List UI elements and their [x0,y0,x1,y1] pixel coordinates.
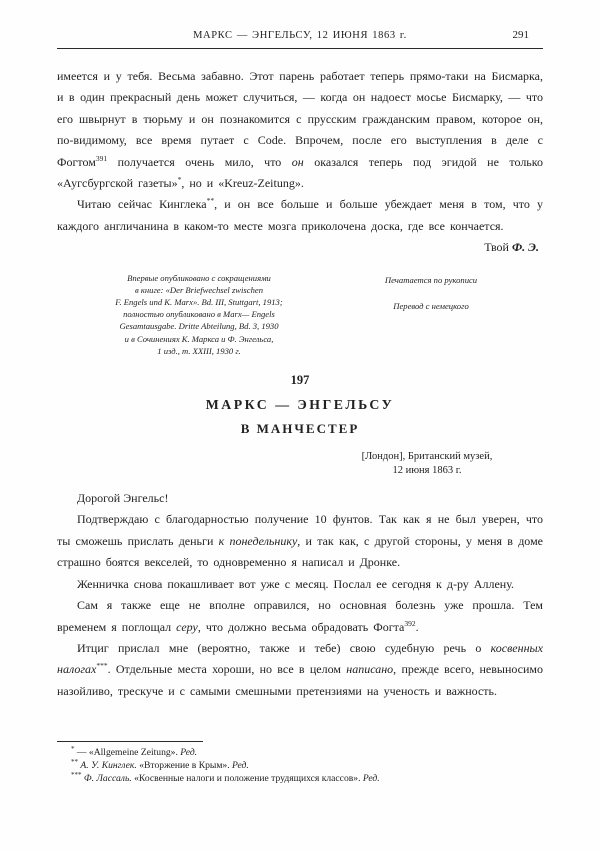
imprint-line: Gesamtausgabe. Dritte Abteilung, Bd. 3, 1930 [119,321,279,332]
letter-signature [57,237,543,258]
text-segment: , и он все больше и больше убеждает меня в том, что у каждого англичанина в каком-то месте мозга приколочена доска, где все кончается. [57,197,543,233]
letter-title: МАРКС — ЭНГЕЛЬСУ [205,397,395,413]
text-segment: Подтверждаю с благодарностью получение 10 фунтов. Так как я не был уверен, что ты сможешь прислать деньги [57,512,543,548]
footnote-marker-3: *** [96,661,108,671]
text-segment: , что должно весьма обрадовать Фогта [197,619,405,634]
page-number: 291 [512,29,529,41]
imprint-publication-info [73,272,325,357]
imprint-line: полностью опубликовано в Marx— Engels [123,309,275,320]
italic-text: косвенных налогах [57,640,543,677]
text-segment: получается очень мило, что [107,154,292,169]
endnote-marker-392: 392 [404,618,416,628]
paragraph [57,638,543,702]
running-head [57,30,543,49]
editor-note: Ред. [232,760,249,771]
italic-text: серу [176,619,198,634]
signature-prefix: Твой [484,240,512,255]
paragraph [57,595,543,638]
footnote-marker: *** [71,770,82,779]
italic-text: к понедельнику [218,533,298,548]
endnote-marker-391: 391 [95,153,108,163]
footnotes-block [57,741,543,785]
text-segment: Итциг прислал мне (вероятно, также и тебе) свою судебную речь о [77,640,491,655]
imprint-line: Впервые опубликовано с сокращениями [127,272,271,283]
footnote-marker: ** [71,757,78,766]
imprint-block [57,272,543,357]
dateline-date: 12 июня 1863 г. [392,464,462,476]
text-segment: «Косвенные налоги и положение трудящихся классов». [131,773,363,784]
dateline [347,450,507,477]
footnote-marker: * [71,744,75,753]
imprint-line: 1 изд., т. XXIII, 1930 г. [157,345,241,356]
paragraph-continuation [57,66,543,194]
footnote-author: А. У. Кинглек. [80,760,137,771]
imprint-line: в книге: «Der Briefwechsel zwischen [134,284,263,295]
salutation: Дорогой Энгельс! [77,491,169,506]
imprint-line: F. Engels und K. Marx». Bd. III, Stuttgart, 1913; [115,297,283,308]
imprint-line: Перевод с немецкого [393,300,469,311]
italic-text: написано [346,662,394,677]
paragraph: Женничка снова покашливает вот уже с месяц. Послал ее сегодня к д-ру Аллену. [77,576,514,591]
editor-note: Ред. [180,747,198,758]
text-segment: — «Allgemeine Zeitung». [74,747,181,758]
footnote-marker-2: ** [206,196,215,206]
text-segment: , прежде всего, невыносимо назойливо, трескуче и с самыми смешными претензиями на ученость и важность. [57,662,544,698]
imprint-source-info [350,272,512,357]
signature-initials: Ф. Э. [511,240,539,255]
footnote-marker-1: * [177,175,182,185]
dateline-place: [Лондон], Британский музей, [361,451,493,463]
text-segment: , но и «Kreuz-Zeitung». [181,176,304,191]
italic-text: он [291,154,304,169]
running-head-title: МАРКС — ЭНГЕЛЬСУ, 12 ИЮНЯ 1863 г. [193,30,407,41]
footnote [57,772,543,785]
text-segment: . Отдельные места хороши, но все в целом [107,662,347,677]
page-content [57,30,543,702]
letter-subtitle: В МАНЧЕСТЕР [240,421,360,437]
text-segment: , и так как, с другой стороны, у меня в доме страшно боятся векселей, то одновременно я написал и Дронке. [57,533,543,570]
text-segment: «Вторжение в Крым». [136,760,233,771]
paragraph [57,194,543,237]
text-segment: . [415,619,419,634]
text-segment: Читаю сейчас Кинглека [77,197,207,212]
editor-note: Ред. [362,773,380,784]
footnote-author: Ф. Лассаль. [83,773,132,784]
text-segment: оказался теперь под эгидой не только «Аугсбургской газеты» [57,154,543,191]
imprint-line: Печатается по рукописи [384,274,478,285]
footnote-separator [57,741,203,742]
paragraph [57,509,543,573]
text-segment: Сам я также еще не вполне оправился, но основная болезнь уже прошла. Тем временем я поглощал [57,598,543,634]
footnote [57,759,543,772]
letter-number: 197 [290,373,310,388]
text-segment: имеется и у тебя. Весьма забавно. Этот парень работает теперь прямо-таки на Бисмарка, и в один прекрасный день может случиться, — когда он надоест мосье Бисмарку, — что его швырнут в тюрьму и он познакомится с прусским гражданским правом, которое он, по-видимому, все время путает с Code. Впрочем, после его выступления в деле с Фогтом [57,69,543,169]
imprint-line: и в Сочинениях К. Маркса и Ф. Энгельса, [124,333,274,344]
footnote [57,746,543,759]
